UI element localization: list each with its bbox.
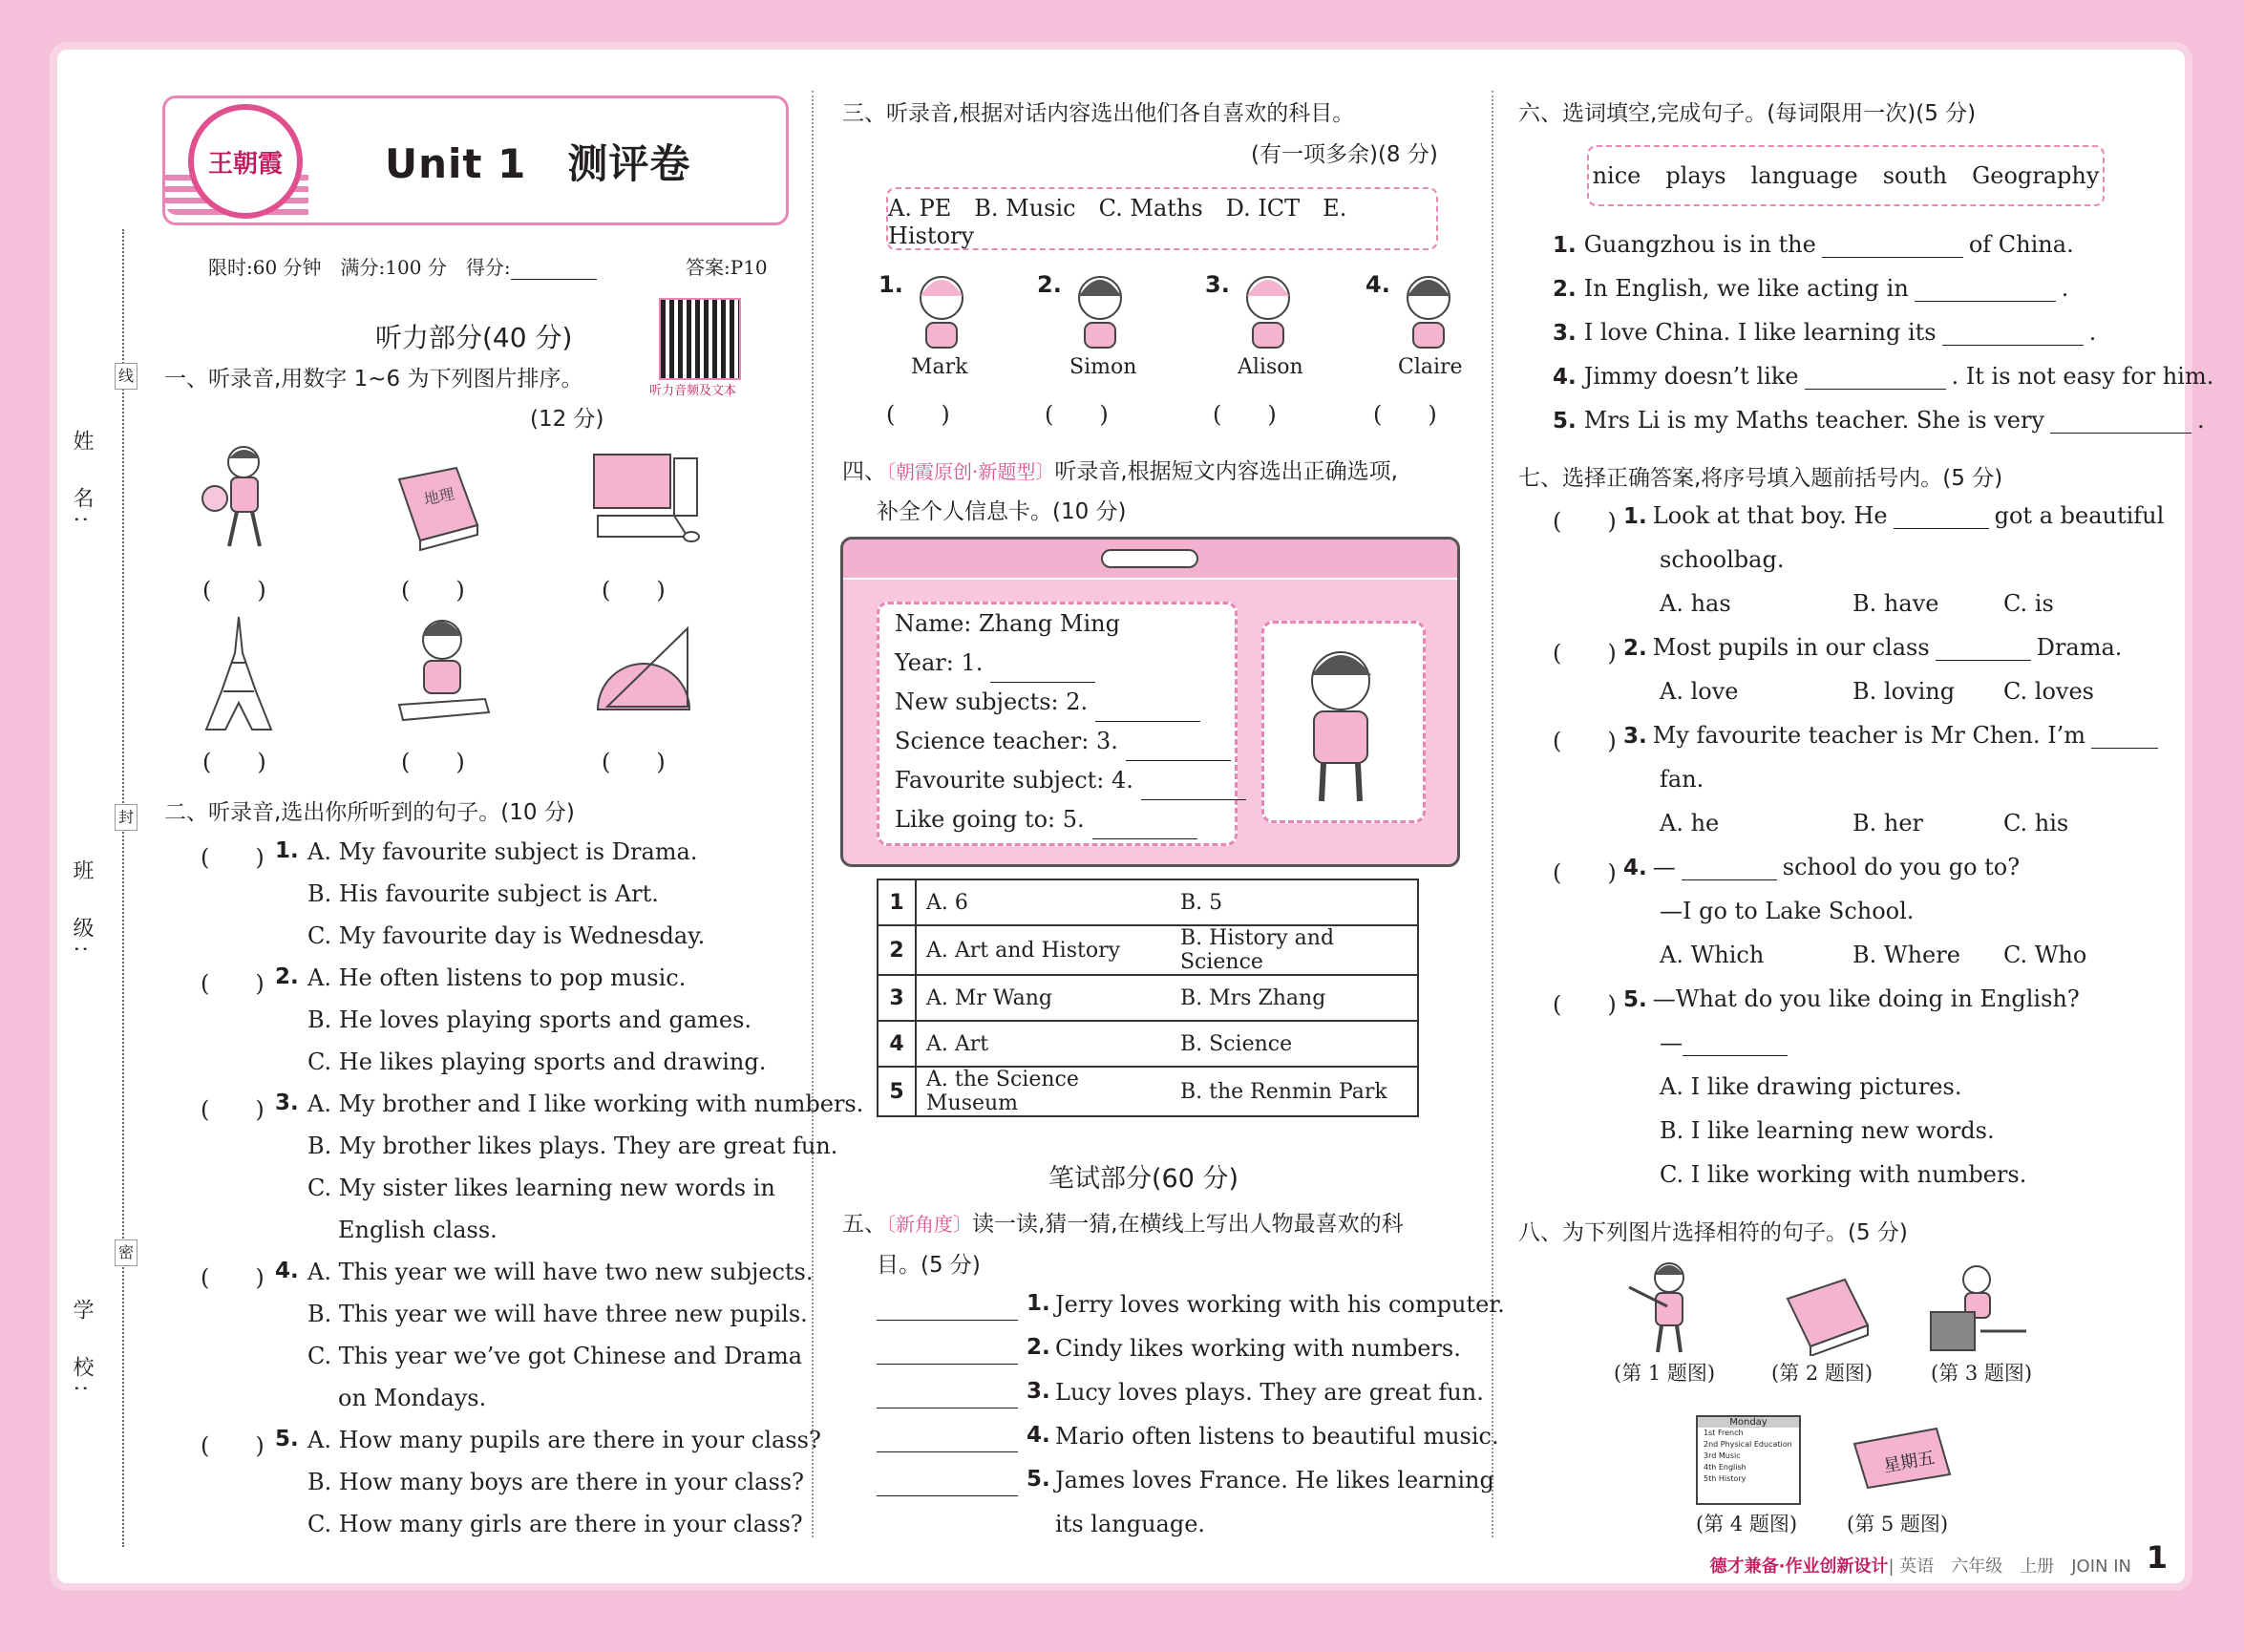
fill-sentence	[1553, 319, 2096, 346]
answer-blank[interactable]	[1683, 1055, 1788, 1056]
class-label: 班 级:	[70, 859, 94, 961]
answer-paren[interactable]: ( )	[202, 577, 266, 604]
girl-drawing-icon	[390, 613, 495, 728]
option-b: B. Science	[1171, 1021, 1418, 1067]
sentence-start: Jimmy doesn’t like	[1583, 363, 1799, 390]
student-photo	[1261, 621, 1426, 823]
option-c: C. He likes playing sports and drawing.	[307, 1048, 767, 1075]
answer-blank[interactable]	[877, 1320, 1018, 1321]
fill-sentence	[1553, 231, 2074, 258]
answer-paren[interactable]: ( )	[1553, 991, 1617, 1018]
boy-portrait-icon	[1264, 624, 1417, 815]
answer-blank[interactable]	[1822, 257, 1963, 258]
info-field	[879, 604, 1235, 644]
row-number: 5	[878, 1067, 916, 1116]
q3-title: 三、听录音,根据对话内容选出他们各自喜欢的科目。	[842, 101, 1355, 126]
person-name: Alison	[1238, 355, 1303, 379]
timetable-rows	[1698, 1428, 1799, 1485]
info-field	[879, 722, 1235, 761]
option-a: A. This year we will have two new subjects.	[307, 1259, 814, 1285]
timetable-row: 2nd Physical Education	[1704, 1440, 1792, 1449]
question-text-cont: its language.	[1055, 1511, 1206, 1537]
option-a: A. the Science Museum	[916, 1067, 1171, 1116]
cut-mark: 密	[115, 1239, 138, 1266]
question-text: Jerry loves working with his computer.	[1055, 1291, 1505, 1318]
sentence-end: . It is not easy for him.	[1951, 363, 2214, 390]
answer-blank[interactable]	[1936, 660, 2031, 661]
sentence-end: .	[2061, 275, 2069, 302]
question-number: 5.	[275, 1427, 299, 1451]
option-c: C. loves	[2003, 678, 2094, 705]
option-a: A. My favourite subject is Drama.	[307, 838, 698, 865]
q4-options-table	[877, 879, 1419, 1117]
answer-blank[interactable]	[2091, 748, 2158, 749]
protractor-ruler-icon	[588, 619, 693, 724]
q7-title: 七、选择正确答案,将序号填入题前括号内。(5 分)	[1518, 466, 2003, 491]
stem-text-cont: —I go to Lake School.	[1660, 898, 1915, 924]
pic-caption: (第 4 题图)	[1696, 1513, 1798, 1536]
score-blank[interactable]	[511, 279, 597, 280]
answer-paren[interactable]: ( )	[1553, 728, 1617, 754]
exam-meta	[208, 252, 597, 280]
answer-paren[interactable]: ( )	[201, 970, 265, 997]
boy-basketball-icon	[191, 441, 286, 556]
sentence-start: Mrs Li is my Maths teacher. She is very	[1583, 407, 2044, 434]
stem-line-2	[1660, 766, 1704, 793]
question-text: Mario often listens to beautiful music.	[1055, 1423, 1499, 1450]
fill-sentence	[1553, 275, 2068, 302]
question-number: 3.	[1553, 321, 1577, 346]
eiffel-tower-icon	[201, 615, 277, 734]
sentence-start: I love China. I like learning its	[1583, 319, 1937, 346]
timetable-row: 5th History	[1704, 1474, 1747, 1483]
answer-paren[interactable]: ( )	[202, 749, 266, 775]
stem-text-end: Drama.	[2036, 634, 2123, 661]
option-c: C. I like working with numbers.	[1660, 1161, 2027, 1188]
option-a: A. Mr Wang	[916, 975, 1171, 1021]
question-stem	[1623, 634, 2122, 661]
timetable-head: Monday	[1698, 1417, 1799, 1428]
fill-sentence	[1553, 407, 2205, 434]
stem-text-cont: fan.	[1660, 766, 1704, 793]
question-number: 1.	[1027, 1291, 1050, 1316]
option-c: C. My sister likes learning new words in	[307, 1175, 775, 1201]
sentence-end: .	[2196, 407, 2205, 434]
option-c-cont: on Mondays.	[338, 1385, 487, 1411]
option-c: C. his	[2003, 810, 2069, 837]
answer-paren[interactable]: ( )	[602, 749, 666, 775]
answer-paren[interactable]: ( )	[1045, 401, 1109, 428]
question-number: 4.	[275, 1259, 299, 1283]
q4-tag: 〔朝霞原创·新题型〕	[886, 460, 1055, 483]
cut-mark: 封	[115, 804, 138, 831]
answer-paren[interactable]: ( )	[201, 844, 265, 871]
option-b: B. have	[1852, 590, 1939, 617]
answer-blank[interactable]	[877, 1495, 1018, 1496]
stem-line-2	[1660, 898, 1914, 924]
person-name: Claire	[1398, 355, 1463, 379]
answer-paren[interactable]: ( )	[201, 1264, 265, 1291]
person-name: Simon	[1069, 355, 1137, 379]
info-field	[879, 800, 1235, 839]
answer-blank[interactable]	[1805, 389, 1946, 390]
table-row	[878, 1021, 1418, 1067]
pic-caption: (第 1 题图)	[1614, 1362, 1716, 1385]
pic-caption: (第 5 题图)	[1847, 1513, 1949, 1536]
girl-computer-icon	[1927, 1259, 2032, 1354]
sentence-start: In English, we like acting in	[1583, 275, 1909, 302]
q4-title-line2: 补全个人信息卡。(10 分)	[877, 499, 1127, 524]
person-number: 3.	[1205, 271, 1230, 298]
option-b: B. I like learning new words.	[1660, 1117, 1995, 1144]
qr-code-icon[interactable]	[659, 298, 741, 380]
table-row	[878, 879, 1418, 925]
answer-paren[interactable]: ( )	[201, 1096, 265, 1123]
question-number: 3.	[275, 1091, 299, 1115]
question-stem	[1623, 722, 2164, 749]
answer-blank[interactable]	[1682, 879, 1777, 880]
question-number: 5.	[1553, 409, 1577, 434]
listening-section-title: 听力部分(40 分)	[375, 322, 573, 353]
word-option: nice	[1592, 162, 1641, 189]
card-top-bar	[843, 540, 1457, 580]
answer-paren[interactable]: ( )	[886, 401, 950, 428]
answer-paren[interactable]: ( )	[1553, 859, 1617, 886]
sentence-end: of China.	[1968, 231, 2074, 258]
option-c-cont: English class.	[338, 1217, 497, 1243]
answer-paren[interactable]: ( )	[401, 577, 465, 604]
option-a: A. How many pupils are there in your class?	[307, 1427, 821, 1453]
answer-ref: 答案:P10	[686, 256, 768, 279]
stem-text: Most pupils in our class	[1652, 634, 1930, 661]
meta-text: 限时:60 分钟 满分:100 分 得分:	[208, 256, 511, 279]
option-c: C. This year we’ve got Chinese and Drama	[307, 1343, 803, 1369]
answer-blank[interactable]	[1915, 301, 2056, 302]
info-label: New subjects: 2.	[895, 688, 1089, 715]
q4-title	[842, 454, 1398, 485]
timetable-row: 1st French	[1704, 1429, 1744, 1437]
answer-paren[interactable]: ( )	[1553, 640, 1617, 667]
card-slot	[1101, 549, 1198, 568]
writing-section-title: 笔试部分(60 分)	[1048, 1164, 1239, 1194]
answer-blank[interactable]	[877, 1364, 1018, 1365]
option-b: B. 5	[1171, 879, 1418, 925]
option-a: A. he	[1660, 810, 1720, 837]
pic-caption: (第 3 题图)	[1931, 1362, 2033, 1385]
q1-title: 一、听录音,用数字 1~6 为下列图片排序。	[164, 367, 583, 392]
option-a: A. I like drawing pictures.	[1660, 1073, 1962, 1100]
question-number: 4.	[1027, 1423, 1050, 1448]
option-b: B. He loves playing sports and games.	[307, 1006, 752, 1033]
answer-paren[interactable]: ( )	[401, 749, 465, 775]
option-b: B. her	[1852, 810, 1924, 837]
option-c: C. is	[2003, 590, 2054, 617]
stem-text: Look at that boy. He	[1652, 502, 1888, 529]
person-portrait-icon	[1066, 267, 1134, 349]
boy-violin-icon	[1623, 1259, 1709, 1354]
person-portrait-icon	[907, 267, 976, 349]
stem-text-cont: schoolbag.	[1660, 546, 1785, 573]
word-option: language	[1750, 162, 1858, 189]
timetable	[1696, 1415, 1801, 1505]
school-label: 学 校:	[70, 1299, 94, 1400]
column-divider	[1492, 91, 1493, 1537]
row-number: 3	[878, 975, 916, 1021]
computer-icon	[588, 449, 703, 554]
question-number: 1.	[1623, 504, 1647, 529]
question-number: 1.	[1553, 233, 1577, 258]
q5-instruction: 读一读,猜一猜,在横线上写出人物最喜欢的科	[972, 1212, 1404, 1237]
table-row	[878, 925, 1418, 975]
word-bank	[1587, 145, 2105, 206]
person-number: 4.	[1365, 271, 1390, 298]
pic-caption: (第 2 题图)	[1771, 1362, 1874, 1385]
question-number: 3.	[1027, 1379, 1050, 1404]
q1-score: (12 分)	[530, 407, 604, 432]
answer-blank[interactable]	[1894, 528, 1989, 529]
answer-blank[interactable]	[877, 1451, 1018, 1452]
q3-options: A. PE B. Music C. Maths D. ICT E. History	[888, 194, 1347, 249]
option-a: A. Art and History	[916, 925, 1171, 975]
info-label: Favourite subject: 4.	[895, 767, 1133, 794]
binding-line	[122, 229, 124, 1547]
question-stem	[1623, 502, 2164, 529]
q3-note: (有一项多余)(8 分)	[1251, 142, 1438, 167]
qr-label: 听力音频及文本	[649, 384, 737, 398]
textbook-icon	[1778, 1270, 1874, 1356]
row-number: 1	[878, 879, 916, 925]
stem-text: My favourite teacher is Mr Chen. I’m	[1652, 722, 2086, 749]
timetable-row: 3rd Music	[1704, 1451, 1741, 1460]
info-field	[879, 644, 1235, 683]
cut-mark: 线	[115, 363, 138, 390]
svg-text:地理: 地理	[422, 484, 456, 509]
option-a: A. love	[1660, 678, 1739, 705]
answer-blank[interactable]	[1942, 345, 2084, 346]
footer-series: 德才兼备·作业创新设计	[1709, 1557, 1889, 1577]
question-text: Lucy loves plays. They are great fun.	[1055, 1379, 1484, 1406]
answer-paren[interactable]: ( )	[1373, 401, 1437, 428]
sentence-start: Guangzhou is in the	[1583, 231, 1816, 258]
info-field	[879, 683, 1235, 722]
question-number: 1.	[275, 838, 299, 863]
answer-paren[interactable]: ( )	[1553, 508, 1617, 535]
unit-header	[162, 95, 789, 225]
table-row	[878, 975, 1418, 1021]
option-a: A. My brother and I like working with numbers.	[307, 1091, 864, 1117]
brand-logo	[188, 104, 303, 219]
answer-blank[interactable]	[2050, 433, 2191, 434]
word-option: plays	[1665, 162, 1726, 189]
logo-text: 王朝霞	[207, 149, 283, 179]
page-title: Unit 1 测评卷	[385, 140, 691, 187]
option-a: A. 6	[916, 879, 1171, 925]
option-b: B. loving	[1852, 678, 1956, 705]
q5-title	[842, 1206, 1404, 1238]
person-number: 1.	[879, 271, 903, 298]
footer	[1710, 1553, 2131, 1578]
question-text: James loves France. He likes learning	[1055, 1467, 1494, 1493]
q5-number: 五、	[842, 1212, 886, 1237]
table-row	[878, 1067, 1418, 1116]
calendar-friday-icon	[1845, 1423, 1958, 1490]
question-number: 2.	[275, 964, 299, 989]
geography-book-icon	[390, 460, 485, 551]
answer-paren[interactable]: ( )	[602, 577, 666, 604]
stem-text: —	[1652, 854, 1676, 880]
sentence-end: .	[2088, 319, 2097, 346]
question-number: 3.	[1623, 724, 1647, 749]
question-text: Cindy likes working with numbers.	[1055, 1335, 1461, 1362]
q3-options-box	[886, 187, 1438, 250]
stem-text-end: got a beautiful	[1994, 502, 2165, 529]
info-label: Like going to: 5.	[895, 806, 1085, 833]
stem-text: —What do you like doing in English?	[1652, 985, 2080, 1012]
word-option: south	[1882, 162, 1948, 189]
q4-number: 四、	[842, 459, 886, 484]
stem-text-end: school do you go to?	[1782, 854, 2021, 880]
fill-sentence	[1553, 363, 2213, 390]
answer-paren[interactable]: ( )	[1213, 401, 1277, 428]
q4-instruction: 听录音,根据短文内容选出正确选项,	[1054, 459, 1398, 484]
option-b: B. My brother likes plays. They are great fun.	[307, 1133, 838, 1159]
calendar-label: 星期五	[1881, 1448, 1937, 1477]
answer-paren[interactable]: ( )	[201, 1432, 265, 1459]
option-a: A. has	[1660, 590, 1731, 617]
q2-title: 二、听录音,选出你所听到的句子。(10 分)	[164, 800, 575, 825]
option-a: A. Art	[916, 1021, 1171, 1067]
option-b: B. This year we will have three new pupils.	[307, 1301, 808, 1327]
stem-text-cont: —	[1660, 1029, 1683, 1056]
column-divider	[812, 91, 814, 1537]
row-number: 2	[878, 925, 916, 975]
question-number: 2.	[1623, 636, 1647, 661]
person-portrait-icon	[1234, 267, 1302, 349]
info-fields	[877, 602, 1238, 846]
word-option: Geography	[1972, 162, 2100, 189]
footer-sub: | 英语 六年级 上册 JOIN IN	[1888, 1557, 2131, 1577]
row-number: 4	[878, 1021, 916, 1067]
option-b: B. Mrs Zhang	[1171, 975, 1418, 1021]
option-a: A. Which	[1660, 942, 1765, 968]
q6-title: 六、选词填空,完成句子。(每词限用一次)(5 分)	[1518, 101, 1977, 126]
timetable-row: 4th English	[1704, 1463, 1747, 1472]
question-stem	[1623, 854, 2020, 880]
option-b: B. the Renmin Park	[1171, 1067, 1418, 1116]
option-b: B. How many boys are there in your class?	[307, 1469, 804, 1495]
info-label: Year: 1.	[895, 649, 984, 676]
person-name: Mark	[911, 355, 968, 379]
question-number: 5.	[1027, 1467, 1050, 1492]
question-stem	[1623, 985, 2080, 1012]
option-b: B. History and Science	[1171, 925, 1418, 975]
person-portrait-icon	[1394, 267, 1463, 349]
option-c: C. Who	[2003, 942, 2087, 968]
q5-title-line2: 目。(5 分)	[877, 1253, 981, 1278]
question-number: 2.	[1027, 1335, 1050, 1360]
question-number: 5.	[1623, 987, 1647, 1012]
info-label: Science teacher: 3.	[895, 728, 1118, 754]
option-c: C. My favourite day is Wednesday.	[307, 922, 706, 949]
person-number: 2.	[1037, 271, 1062, 298]
info-field	[879, 761, 1235, 800]
answer-blank[interactable]	[1092, 838, 1197, 839]
option-b: B. His favourite subject is Art.	[307, 880, 659, 907]
info-card	[840, 537, 1460, 867]
stem-line-2	[1660, 546, 1784, 573]
question-number: 4.	[1553, 365, 1577, 390]
question-number: 4.	[1623, 856, 1647, 880]
page-number: 1	[2146, 1539, 2168, 1576]
q5-tag: 〔新角度〕	[886, 1213, 972, 1236]
option-a: A. He often listens to pop music.	[307, 964, 687, 991]
option-c: C. How many girls are there in your class?	[307, 1511, 803, 1537]
name-label: 姓 名:	[70, 430, 94, 531]
option-b: B. Where	[1852, 942, 1960, 968]
info-label: Name: Zhang Ming	[895, 610, 1120, 637]
q8-title: 八、为下列图片选择相符的句子。(5 分)	[1518, 1220, 1908, 1245]
question-number: 2.	[1553, 277, 1577, 302]
stem-line-2	[1660, 1029, 1788, 1056]
